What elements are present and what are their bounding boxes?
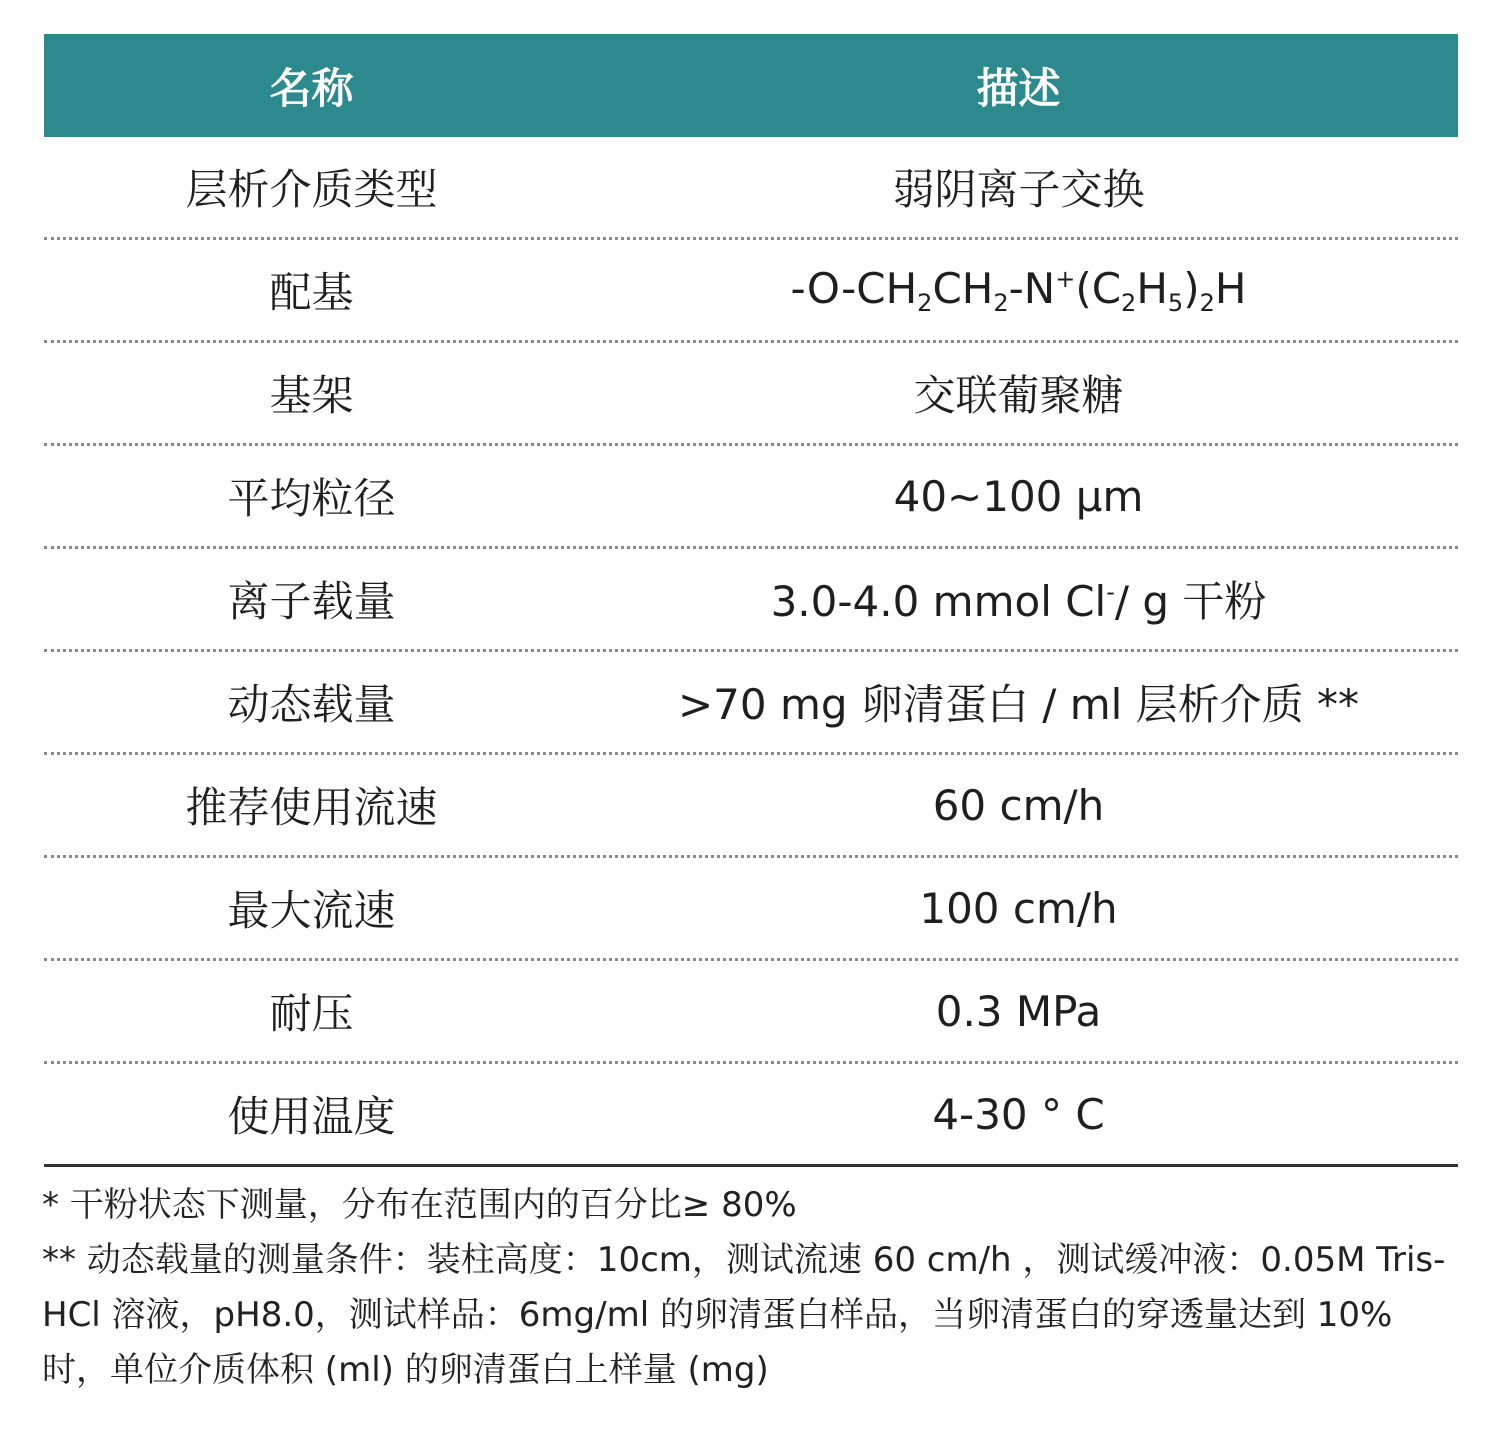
formula-part: H [1136,263,1168,313]
table-row [44,652,1458,755]
formula-part: CH [932,263,994,313]
header-description: 描述 [976,63,1061,113]
row-desc: 0.3 MPa [935,986,1102,1036]
row-name: 耐压 [269,989,354,1038]
table-row [44,961,1458,1064]
formula-superscript: + [1055,264,1076,293]
row-name: 平均粒径 [227,474,396,523]
footnote-1: * 干粉状态下测量，分布在范围内的百分比≥ 80% [42,1185,797,1225]
capacity-part: 3.0-4.0 mmol Cl [770,577,1107,626]
row-name: 推荐使用流速 [185,783,438,832]
formula-part: ) [1183,263,1200,313]
row-name: 离子载量 [227,577,396,626]
formula-subscript: 2 [1199,288,1215,317]
table-row [44,240,1458,343]
table-row [44,549,1458,652]
capacity-superscript: - [1106,578,1115,606]
table-row [44,137,1458,240]
row-name: 配基 [269,268,354,317]
row-desc-ligand-formula [579,264,1458,317]
row-desc: 40~100 μm [893,471,1144,521]
formula-part: -N [1008,263,1056,313]
row-desc: 弱阴离子交换 [892,165,1145,214]
formula-part: H [1214,263,1247,313]
table-row [44,446,1458,549]
table-row [44,755,1458,858]
formula-part: -O-CH [790,263,918,313]
row-name: 动态载量 [227,680,396,729]
row-desc: 100 cm/h [919,883,1118,933]
row-desc: 60 cm/h [932,780,1105,830]
formula-part: (C [1075,263,1122,313]
table-header [44,34,1458,137]
header-name: 名称 [269,63,354,113]
formula-subscript: 2 [917,288,933,317]
table-row [44,1064,1458,1167]
row-name: 层析介质类型 [185,165,438,214]
row-name: 最大流速 [227,886,396,935]
row-desc: 交联葡聚糖 [913,371,1124,420]
capacity-part: / g 干粉 [1114,577,1267,626]
footnotes [42,1178,1462,1398]
formula-subscript: 5 [1167,288,1184,317]
spec-table [44,34,1458,1167]
formula-subscript: 2 [1121,288,1137,317]
row-name: 基架 [269,371,354,420]
row-desc: 4-30 ° C [932,1089,1105,1139]
formula-subscript: 2 [993,288,1009,317]
row-desc-ion-capacity [579,569,1458,629]
table-row [44,858,1458,961]
row-desc: >70 mg 卵清蛋白 / ml 层析介质 ** [677,680,1360,729]
footnote-2: ** 动态载量的测量条件：装柱高度：10cm，测试流速 60 cm/h ，测试缓冲液：0.05M Tris-HCl 溶液，pH8.0，测试样品：6mg/ml 的卵清蛋白样品，当卵清蛋白的穿透量达到 10% 时，单位介质体积 (ml) 的卵清蛋白上样量 (mg) [42,1240,1446,1390]
table-row [44,343,1458,446]
row-name: 使用温度 [227,1092,396,1141]
